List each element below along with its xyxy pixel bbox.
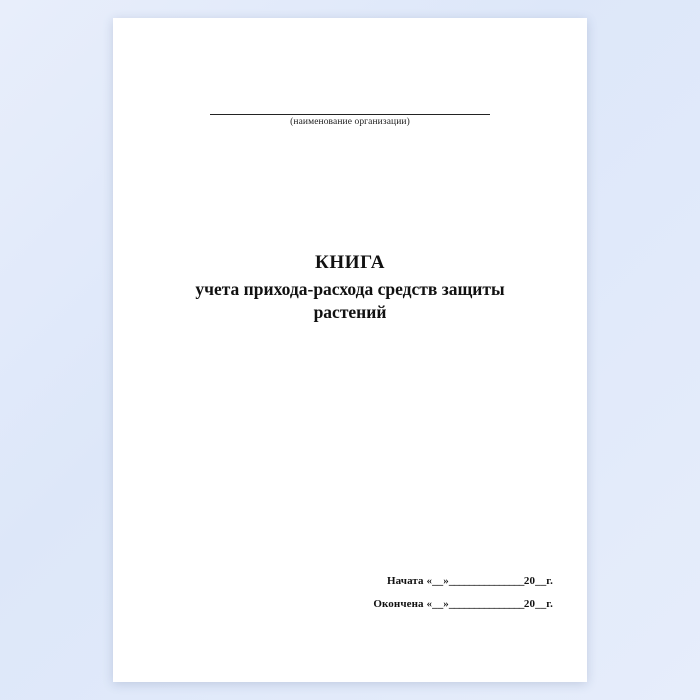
page-title: КНИГА bbox=[314, 252, 386, 273]
finished-date-label: Окончена «__» bbox=[373, 598, 449, 610]
started-date-label: Начата «__» bbox=[386, 575, 449, 587]
document-page bbox=[113, 18, 587, 682]
organization-name-block bbox=[113, 100, 587, 127]
finished-date-year: 20__г. bbox=[523, 598, 553, 610]
organization-name-blank-line bbox=[210, 100, 490, 115]
started-date-year: 20__г. bbox=[523, 575, 553, 587]
finished-date-row bbox=[373, 598, 553, 610]
document-title-block bbox=[153, 250, 547, 325]
page-subtitle: учета прихода-расхода средств защиты растений bbox=[195, 278, 505, 323]
started-date-row bbox=[373, 575, 553, 587]
organization-name-caption: (наименование организации) bbox=[290, 117, 410, 127]
document-dates-block bbox=[373, 575, 553, 610]
started-date-blank: _______________ bbox=[448, 575, 524, 587]
finished-date-blank: _______________ bbox=[448, 598, 524, 610]
